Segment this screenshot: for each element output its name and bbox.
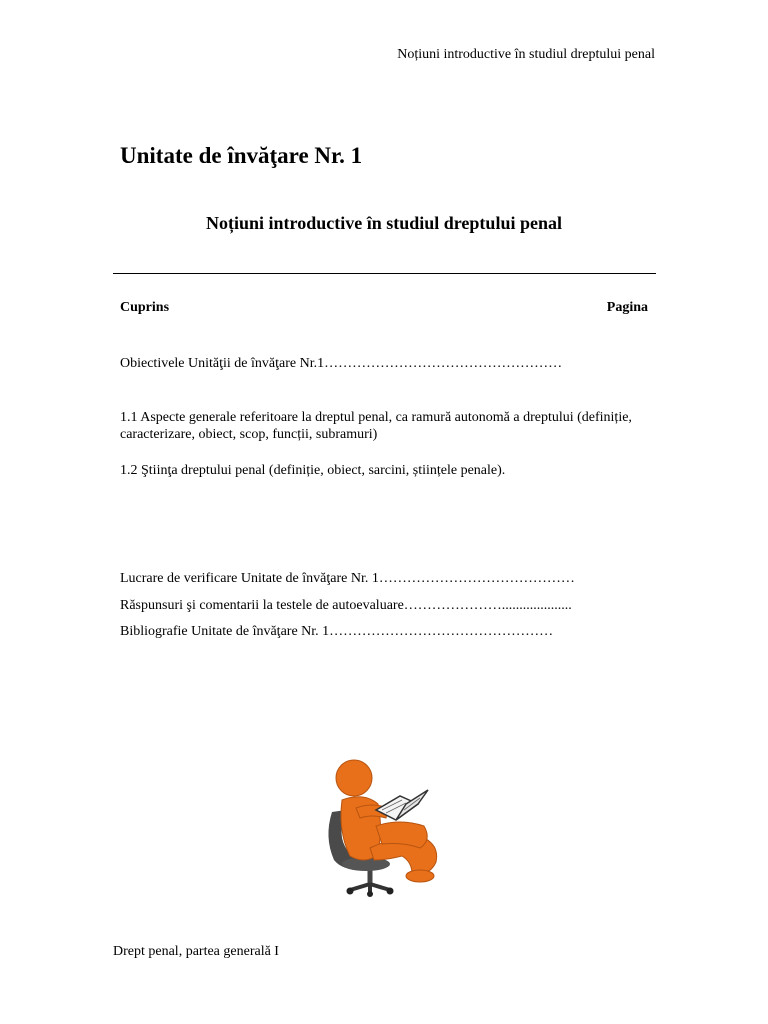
document-title: Noțiuni introductive în studiul dreptului penal	[206, 213, 562, 233]
toc-item-answers: Răspunsuri şi comentarii la testele de autoevaluare…………………....................	[120, 598, 572, 613]
toc-item-1-2: 1.2 Ştiinţa dreptului penal (definiție, obiect, sarcini, științele penale).	[120, 463, 506, 478]
divider-rule	[113, 273, 656, 274]
running-header: Noțiuni introductive în studiul dreptului penal	[397, 47, 655, 62]
toc-item-objectives: Obiectivele Unităţii de învăţare Nr.1……………………………………………	[120, 356, 563, 371]
toc-heading-contents: Cuprins	[120, 300, 170, 315]
page-footer: Drept penal, partea generală I	[113, 944, 279, 959]
toc-item-bibliography: Bibliografie Unitate de învăţare Nr. 1…………………………………………	[120, 624, 554, 639]
toc-item-verification: Lucrare de verificare Unitate de învăţare Nr. 1……………………………………	[120, 571, 575, 586]
unit-title: Unitate de învăţare Nr. 1	[120, 143, 363, 168]
reading-person-icon	[320, 752, 455, 897]
toc-heading-page: Pagina	[606, 300, 648, 315]
toc-item-1-1: 1.1 Aspecte generale referitoare la dreptul penal, ca ramură autonomă a dreptului (definiție, caracterizare, obiect, scop, funcții, subramuri)	[120, 410, 632, 442]
